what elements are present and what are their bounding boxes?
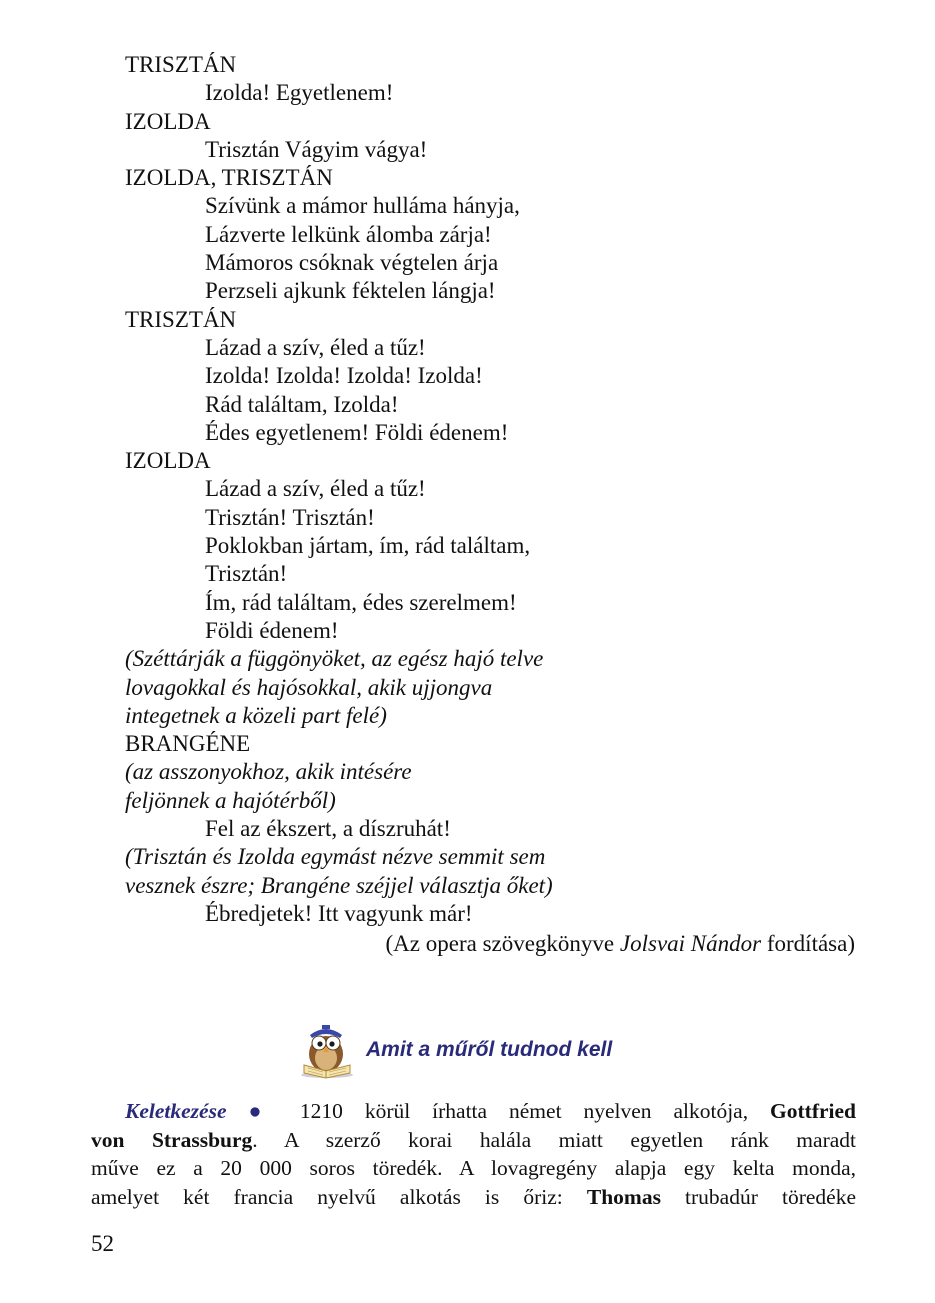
paragraph-line: [91, 1097, 856, 1126]
verse-line: Trisztán!: [205, 561, 288, 587]
bullet-icon: ●: [248, 1099, 278, 1123]
libretto-excerpt: [125, 51, 865, 959]
verse-line: Földi édenem!: [205, 617, 339, 643]
verse-line: Izolda! Izolda! Izolda! Izolda!: [205, 363, 483, 389]
paragraph-text: . A szerző korai halála miatt egyetlen ránk maradt: [252, 1127, 856, 1152]
credit-text: (Az opera szövegkönyve: [385, 931, 620, 957]
speaker-name: TRISZTÁN: [125, 306, 237, 332]
verse-line: Perzseli ajkunk féktelen lángja!: [205, 278, 496, 304]
speaker-name: BRANGÉNE: [125, 731, 251, 757]
speaker-name: IZOLDA, TRISZTÁN: [125, 165, 333, 191]
verse-line: Ébredjetek! Itt vagyunk már!: [205, 900, 473, 926]
author-name: von Strassburg: [91, 1127, 253, 1152]
paragraph-line: műve ez a 20 000 soros töredék. A lovagregény alapja egy kelta monda,: [91, 1156, 856, 1180]
verse-line: Izolda! Egyetlenem!: [205, 80, 394, 106]
verse-line: Szívünk a mámor hulláma hányja,: [205, 193, 520, 219]
stage-direction: vesznek észre; Brangéne széjjel választja őket): [125, 872, 553, 898]
stage-direction: lovagokkal és hajósokkal, akik ujjongva: [125, 674, 493, 700]
source-name: Thomas: [586, 1184, 661, 1209]
paragraph-text: trubadúr töredéke: [660, 1184, 856, 1209]
section-heading: [296, 1020, 612, 1080]
translator-name: Jolsvai Nándor: [619, 931, 762, 957]
stage-direction: feljönnek a hajótérből): [125, 787, 336, 813]
verse-line: Trisztán! Trisztán!: [205, 504, 375, 530]
speaker-name: IZOLDA: [125, 448, 211, 474]
verse-line: Rád találtam, Izolda!: [205, 391, 399, 417]
stage-direction: integetnek a közeli part felé): [125, 702, 387, 728]
paragraph-text: amelyet két francia nyelvű alkotás is őriz:: [91, 1184, 587, 1209]
reading-owl-icon: [296, 1021, 358, 1079]
verse-line: Trisztán Vágyim vágya!: [205, 136, 428, 162]
verse-line: Lázad a szív, éled a tűz!: [205, 334, 426, 360]
paragraph-text: 1210 körül írhatta német nyelven alkotója,: [277, 1099, 771, 1123]
page-number: 52: [91, 1231, 114, 1256]
stage-direction: (az asszonyokhoz, akik intésére: [125, 759, 412, 785]
speaker-name: IZOLDA: [125, 108, 211, 134]
speaker-name: TRISZTÁN: [125, 52, 237, 77]
verse-line: Lázverte lelkünk álomba zárja!: [205, 221, 492, 247]
translation-credit: [125, 930, 865, 958]
verse-line: Poklokban jártam, ím, rád találtam,: [205, 533, 531, 559]
section-title: Amit a műről tudnod kell: [366, 1038, 613, 1061]
verse-line: Fel az ékszert, a díszruhát!: [205, 816, 451, 842]
verse-line: Lázad a szív, éled a tűz!: [205, 476, 426, 502]
paragraph-line: [91, 1126, 856, 1155]
verse-line: Édes egyetlenem! Földi édenem!: [205, 419, 509, 445]
section-keyword: Keletkezése: [125, 1099, 227, 1123]
stage-direction: (Széttárják a függönyöket, az egész hajó telve: [125, 646, 544, 672]
stage-direction: (Trisztán és Izolda egymást nézve semmit sem: [125, 844, 546, 870]
paragraph-line: [91, 1183, 856, 1212]
credit-text: fordítása): [761, 931, 855, 957]
body-paragraph: [91, 1097, 856, 1211]
verse-line: Mámoros csóknak végtelen árja: [205, 250, 499, 276]
verse-line: Ím, rád találtam, édes szerelmem!: [205, 589, 517, 615]
author-name: Gottfried: [770, 1099, 856, 1123]
